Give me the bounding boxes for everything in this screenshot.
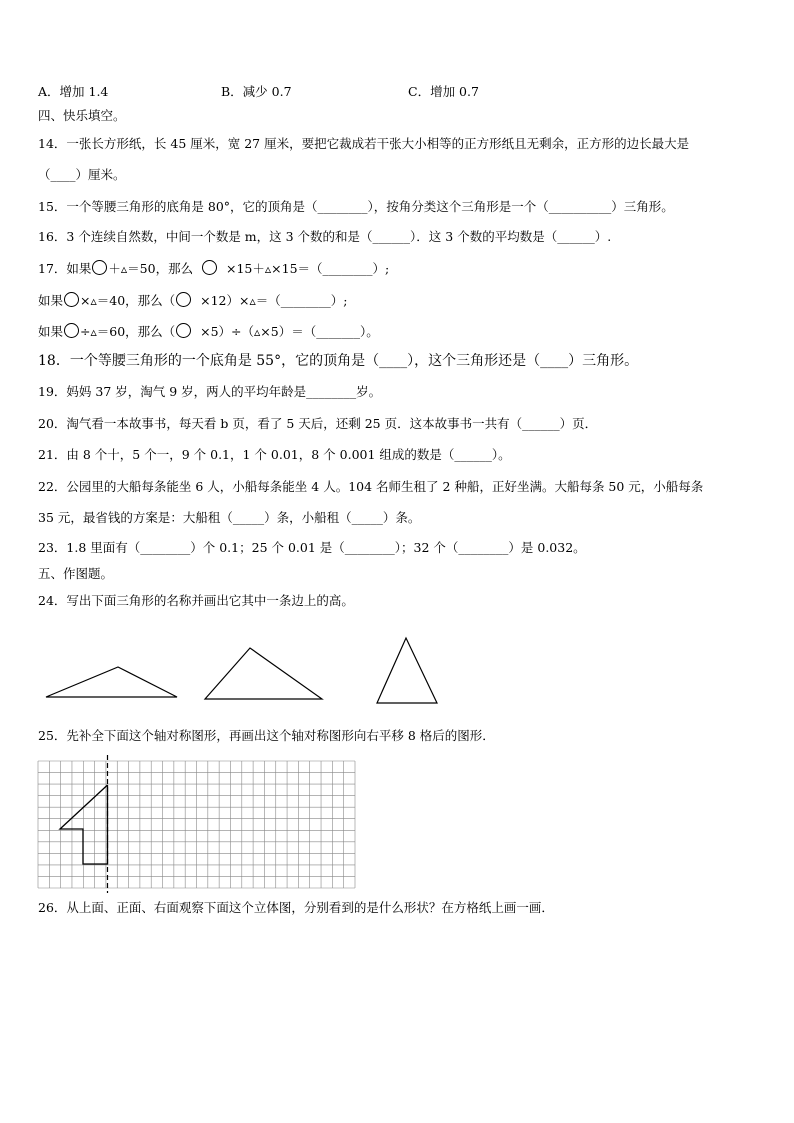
grid-paper [38, 761, 356, 889]
option-b: B．减少 0.7 [221, 84, 292, 99]
obtuse-triangle [46, 667, 177, 697]
question-14-line2: （____）厘米。 [38, 167, 126, 182]
acute-triangle [377, 638, 437, 703]
question-21: 21．由 8 个十，5 个一，9 个 0.1，1 个 0.01，8 个 0.001 组成的数是（______）。 [38, 447, 511, 462]
question-23: 23．1.8 里面有（________）个 0.1；25 个 0.01 是（________）；32 个（________）是 0.032。 [38, 540, 586, 555]
question-18: 18．一个等腰三角形的一个底角是 55°，它的顶角是（____），这个三角形还是（____）三角形。 [38, 353, 639, 369]
question-25: 25．先补全下面这个轴对称图形，再画出这个轴对称图形向右平移 8 格后的图形． [38, 728, 495, 743]
option-a: A．增加 1.4 [38, 84, 109, 99]
question-17-line3: 如果 ÷▵＝60，那么（ ×5）÷（▵×5）＝（_______）。 [38, 324, 379, 339]
right-triangle [205, 648, 322, 699]
question-16: 16．3 个连续自然数，中间一个数是 m，这 3 个数的和是（______）．这 3 个数的平均数是（______）. [38, 229, 612, 244]
question-14-line1: 14．一张长方形纸，长 45 厘米，宽 27 厘米，要把它裁成若干张大小相等的正方形纸且无剩余，正方形的边长最大是 [38, 136, 690, 151]
question-15: 15．一个等腰三角形的底角是 80°，它的顶角是（________），按角分类这个三角形是一个（__________）三角形。 [38, 199, 674, 214]
question-17-line2: 如果 ×▵＝40，那么（ ×12）×▵＝（________）; [38, 293, 348, 308]
question-17-line1: 17．如果 ＋▵＝50，那么 ×15＋▵×15＝（________）; [38, 261, 390, 276]
question-20: 20．淘气看一本故事书，每天看 b 页，看了 5 天后，还剩 25 页．这本故事书一共有（______）页． [38, 416, 598, 431]
question-22-line2: 35 元，最省钱的方案是：大船租（_____）条，小船租（_____）条。 [38, 510, 421, 525]
question-19: 19．妈妈 37 岁，淘气 9 岁，两人的平均年龄是________岁。 [38, 384, 382, 399]
question-22-line1: 22．公园里的大船每条能坐 6 人，小船每条能坐 4 人。104 名师生租了 2 种船，正好坐满。大船每条 50 元，小船每条 [38, 479, 704, 494]
half-shape [60, 785, 108, 864]
question-24: 24．写出下面三角形的名称并画出它其中一条边上的高。 [38, 593, 354, 608]
question-26: 26．从上面、正面、右面观察下面这个立体图，分别看到的是什么形状？在方格纸上画一画． [38, 900, 554, 915]
section-four-heading: 四、快乐填空。 [38, 108, 126, 123]
option-c: C．增加 0.7 [408, 84, 479, 99]
section-five-heading: 五、作图题。 [38, 566, 114, 581]
